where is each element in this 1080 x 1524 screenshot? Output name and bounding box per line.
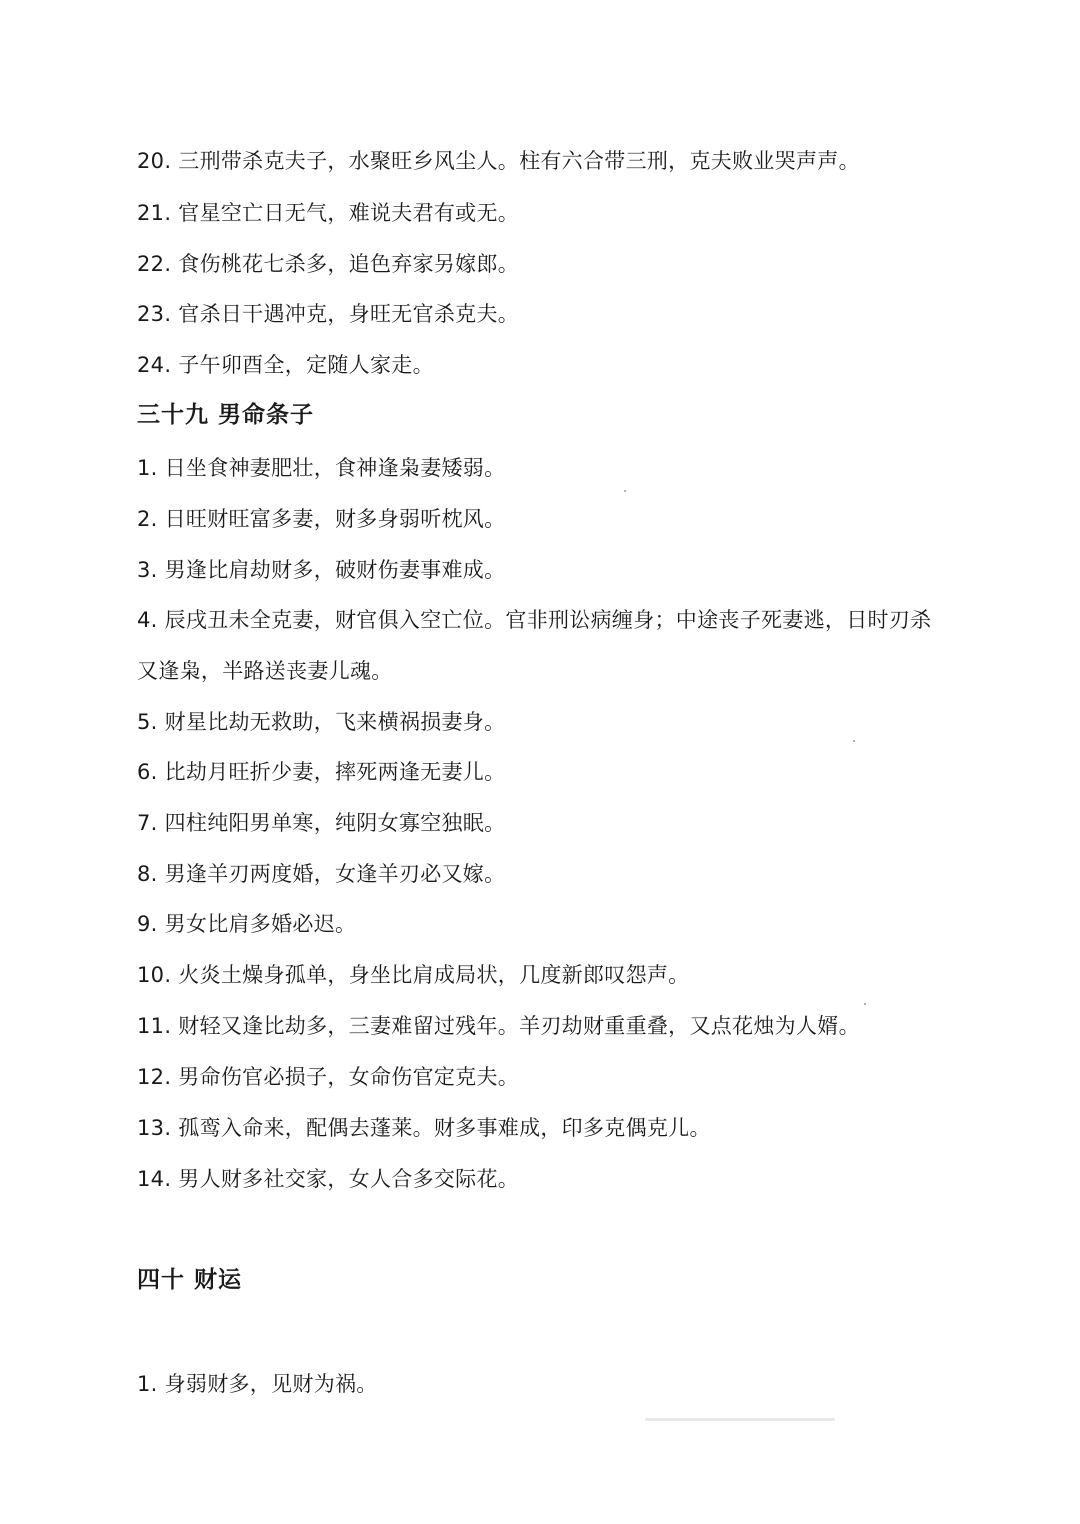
- text-line-24: 24. 子午卯酉全，定随人家走。: [137, 353, 434, 377]
- text-line-39-6: 6. 比劫月旺折少妻，摔死两逢无妻儿。: [137, 760, 506, 784]
- text-line-39-12: 12. 男命伤官必损子，女命伤官定克夫。: [137, 1065, 520, 1089]
- scan-smudge: [645, 1418, 835, 1421]
- section-heading-40: 四十 财运: [137, 1267, 243, 1293]
- text-line-22: 22. 食伤桃花七杀多，追色弃家另嫁郎。: [137, 252, 520, 276]
- text-line-39-11: 11. 财轻又逢比劫多，三妻难留过残年。羊刃劫财重重叠，又点花烛为人婿。: [137, 1014, 860, 1038]
- text-line-39-10: 10. 火炎土燥身孤单，身坐比肩成局状，几度新郎叹怨声。: [137, 963, 690, 987]
- text-line-40-1: 1. 身弱财多，见财为祸。: [137, 1372, 378, 1396]
- text-line-39-7: 7. 四柱纯阳男单寒，纯阴女寡空独眠。: [137, 811, 506, 835]
- text-line-39-4-cont: 又逢枭，半路送丧妻儿魂。: [137, 659, 393, 683]
- text-line-39-2: 2. 日旺财旺富多妻，财多身弱听枕风。: [137, 507, 506, 531]
- text-line-39-1: 1. 日坐食神妻肥壮，食神逢枭妻矮弱。: [137, 456, 506, 480]
- text-line-21: 21. 官星空亡日无气，难说夫君有或无。: [137, 201, 520, 225]
- section-heading-39: 三十九 男命条子: [137, 402, 315, 428]
- scan-speck: [624, 490, 626, 492]
- text-line-39-13: 13. 孤鸾入命来，配偶去蓬莱。财多事难成，印多克偶克儿。: [137, 1116, 711, 1140]
- text-line-23: 23. 官杀日干遇冲克，身旺无官杀克夫。: [137, 302, 520, 326]
- text-line-39-4: 4. 辰戌丑未全克妻，财官俱入空亡位。官非刑讼病缠身；中途丧子死妻逃，日时刃杀: [137, 608, 932, 632]
- text-line-39-9: 9. 男女比肩多婚必迟。: [137, 912, 357, 936]
- text-line-20: 20. 三刑带杀克夫子，水聚旺乡风尘人。柱有六合带三刑，克夫败业哭声声。: [137, 149, 860, 173]
- text-line-39-14: 14. 男人财多社交家，女人合多交际花。: [137, 1167, 520, 1191]
- scan-speck: [864, 1003, 866, 1005]
- scan-speck: [853, 740, 855, 742]
- text-line-39-8: 8. 男逢羊刃两度婚，女逢羊刃必又嫁。: [137, 862, 506, 886]
- text-line-39-3: 3. 男逢比肩劫财多，破财伤妻事难成。: [137, 558, 506, 582]
- text-line-39-5: 5. 财星比劫无救助，飞来横祸损妻身。: [137, 710, 506, 734]
